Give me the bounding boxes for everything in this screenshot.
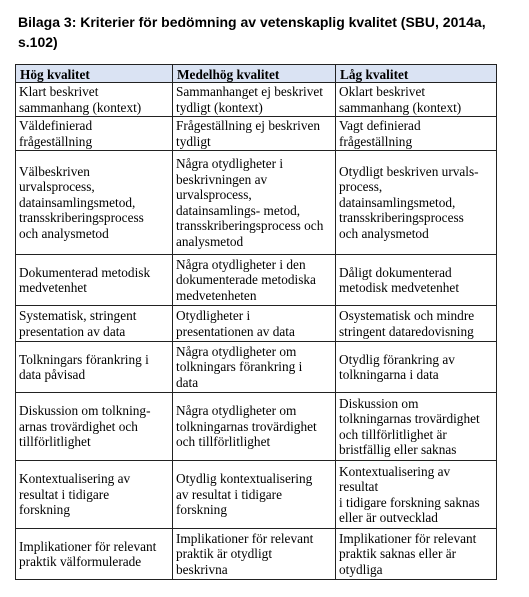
- criteria-table: [15, 64, 497, 580]
- cell-medium: Frågeställning ej beskriven tydligt: [173, 117, 336, 151]
- header-low-quality: Låg kvalitet: [336, 65, 497, 83]
- cell-high: Välbeskriven urvalsprocess, datainsamlingsmetod, transskriberingsprocess och analysmetod: [16, 151, 173, 255]
- cell-low: Kontextualisering av resultat i tidigare forskning saknas eller är outvecklad: [336, 461, 497, 529]
- table-row: [16, 255, 497, 306]
- cell-medium: Några otydligheter i den dokumenterade metodiska medvetenheten: [173, 255, 336, 306]
- table-row: [16, 83, 497, 117]
- cell-low: Otydlig förankring av tolkningarna i data: [336, 342, 497, 393]
- cell-high: Diskussion om tolkning- arnas trovärdighet och tillförlitlighet: [16, 393, 173, 461]
- cell-medium: Otydlig kontextualisering av resultat i tidigare forskning: [173, 461, 336, 529]
- cell-high: Implikationer för relevant praktik välformulerade: [16, 529, 173, 580]
- cell-high: Tolkningars förankring i data påvisad: [16, 342, 173, 393]
- table-header-row: [16, 65, 497, 83]
- cell-low: Osystematisk och mindre stringent dataredovisning: [336, 306, 497, 342]
- document-title: Bilaga 3: Kriterier för bedömning av vetenskaplig kvalitet (SBU, 2014a, s.102): [18, 14, 486, 50]
- cell-high: Väldefinierad frågeställning: [16, 117, 173, 151]
- cell-medium: Implikationer för relevant praktik är otydligt beskrivna: [173, 529, 336, 580]
- header-medium-quality: Medelhög kvalitet: [173, 65, 336, 83]
- cell-low: Implikationer för relevant praktik saknas eller är otydliga: [336, 529, 497, 580]
- table-row: [16, 529, 497, 580]
- table-row: [16, 117, 497, 151]
- table-row: [16, 342, 497, 393]
- cell-high: Systematisk, stringent presentation av data: [16, 306, 173, 342]
- cell-low: Dåligt dokumenterad metodisk medvetenhet: [336, 255, 497, 306]
- table-row: [16, 461, 497, 529]
- cell-medium: Otydligheter i presentationen av data: [173, 306, 336, 342]
- table-row: [16, 151, 497, 255]
- cell-high: Dokumenterad metodisk medvetenhet: [16, 255, 173, 306]
- cell-medium: Sammanhanget ej beskrivet tydligt (kontext): [173, 83, 336, 117]
- header-high-quality: Hög kvalitet: [16, 65, 173, 83]
- cell-high: Klart beskrivet sammanhang (kontext): [16, 83, 173, 117]
- cell-high: Kontextualisering av resultat i tidigare forskning: [16, 461, 173, 529]
- cell-low: Vagt definierad frågeställning: [336, 117, 497, 151]
- cell-low: Diskussion om tolkningarnas trovärdighet och tillförlitlighet är bristfällig eller saknas: [336, 393, 497, 461]
- cell-medium: Några otydligheter om tolkningars förankring i data: [173, 342, 336, 393]
- cell-low: Otydligt beskriven urvals- process, datainsamlingsmetod, transskriberingsprocess och analysmetod: [336, 151, 497, 255]
- cell-low: Oklart beskrivet sammanhang (kontext): [336, 83, 497, 117]
- cell-medium: Några otydligheter i beskrivningen av urvalsprocess, datainsamlings- metod, transskriberingsprocess och analysmetod: [173, 151, 336, 255]
- table-row: [16, 306, 497, 342]
- table-row: [16, 393, 497, 461]
- cell-medium: Några otydligheter om tolkningarnas trovärdighet och tillförlitlighet: [173, 393, 336, 461]
